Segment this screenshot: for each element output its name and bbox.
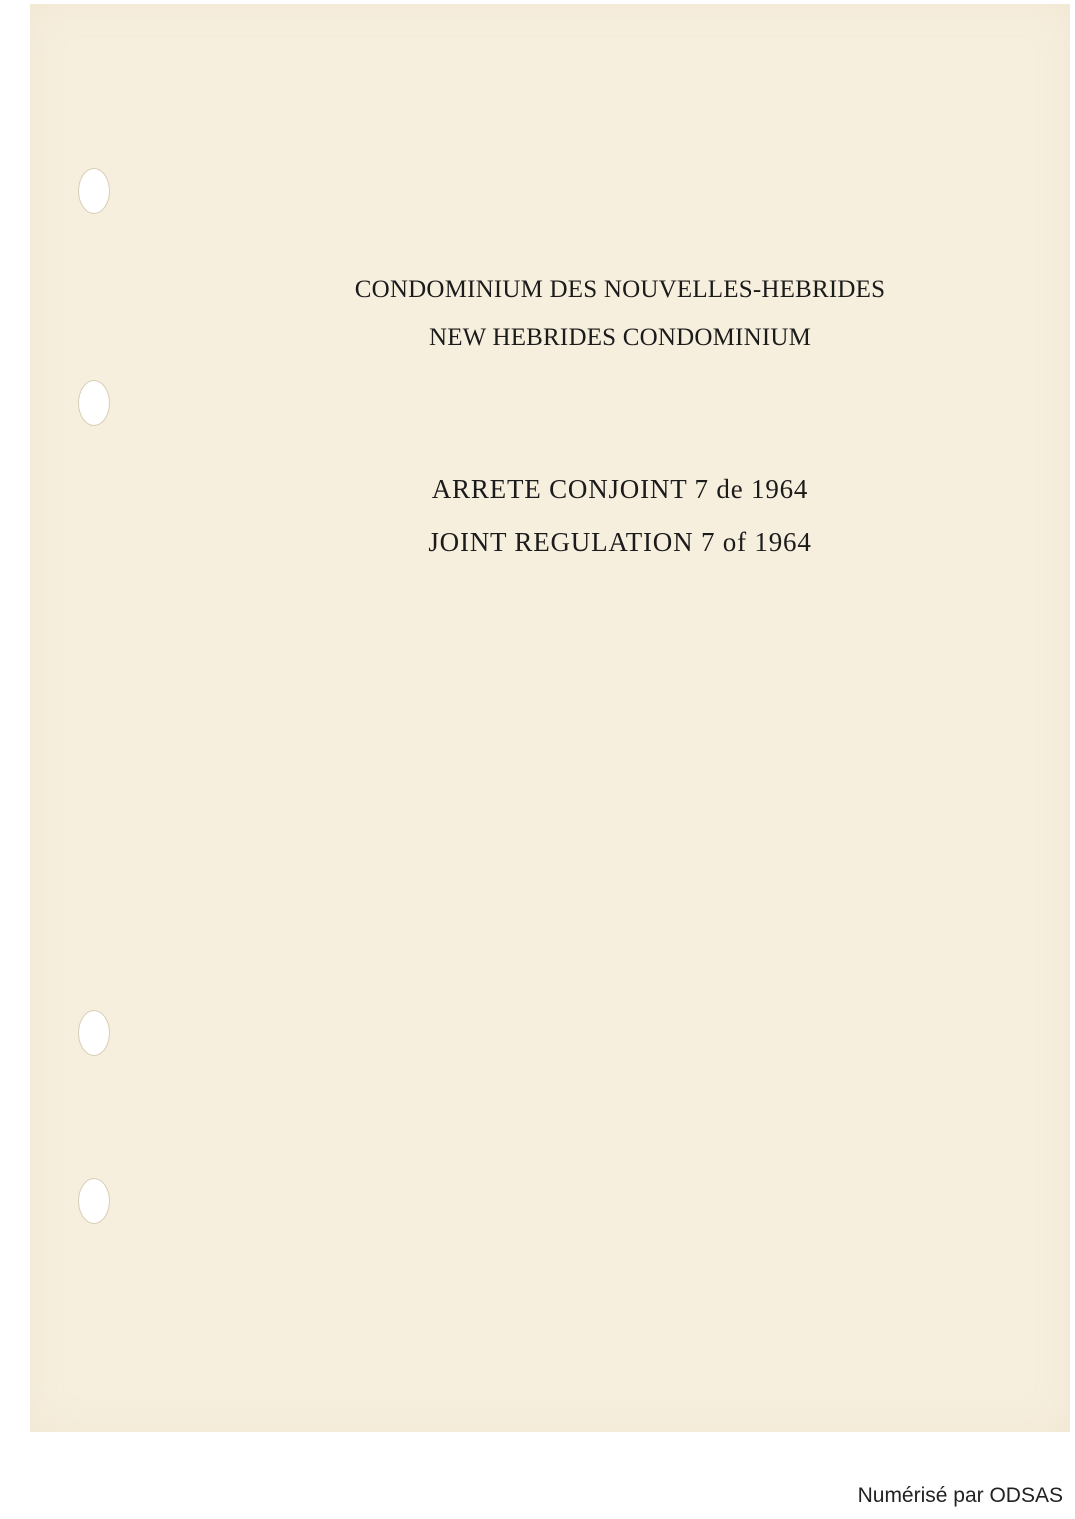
- digitization-credit: Numérisé par ODSAS: [857, 1484, 1063, 1507]
- punch-hole: [78, 380, 110, 426]
- heading-french: CONDOMINIUM DES NOUVELLES-HEBRIDES: [354, 276, 886, 303]
- paper-sheet: [30, 4, 1070, 1432]
- regulation-title-french: ARRETE CONJOINT 7 de 1964: [431, 474, 809, 504]
- punch-hole: [78, 1010, 110, 1056]
- regulation-title-english: JOINT REGULATION 7 of 1964: [428, 527, 812, 557]
- heading-english: NEW HEBRIDES CONDOMINIUM: [428, 324, 812, 351]
- punch-hole: [78, 1178, 110, 1224]
- punch-hole: [78, 168, 110, 214]
